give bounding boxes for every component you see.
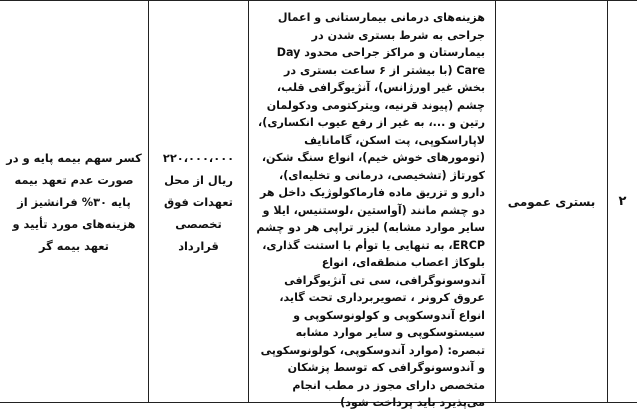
coverage-type: بستری عمومی bbox=[507, 194, 596, 209]
row-number-cell bbox=[607, 1, 637, 402]
description-cell bbox=[248, 1, 495, 409]
deduction-terms: کسر سهم بیمه پایه و در صورت عدم تعهد بیمه پایه ۳۰% فرانشیز از هزینه‌های مورد تأیید و تعهد بیمه گر bbox=[6, 150, 142, 253]
coverage-type-cell bbox=[495, 1, 607, 402]
coverage-limit: ۲۲۰،۰۰۰،۰۰۰ ریال از محل تعهدات فوق تخصصی قرارداد bbox=[162, 150, 235, 253]
deduction-cell bbox=[0, 1, 148, 402]
limit-cell bbox=[148, 1, 248, 402]
coverage-description: هزینه‌های درمانی بیمارستانی و اعمال جراحی به شرط بستری شدن در بیمارستان و مراکز جراحی محدود Day Care (با بیشتر از ۶ ساعت بستری در بخش غیر اورژانس)، آنژیوگرافی قلب، چشم (پیوند قرنیه، ویترکتومی ودکولمان رتین و ...، به غیر از رفع عیوب انکساری)، لاپاراسکوپی، پت اسکن، گامانایف (تومورهای خوش خیم)، انواع سنگ شکن، کورتاژ (تشخیصی، درمانی و تخلیه‌ای)، دارو و تزریق ماده فارماکولوژیک داخل هر دو چشم مانند (آواستین ،لوستنیس، ایلا و سایر موارد مشابه) لیزر تراپی هر دو چشم ERCP، به تنهایی یا توأم با استنت گذاری، بلوکاژ اعصاب منطقه‌ای، انواع آندوسونوگرافی، سی تی آنژیوگرافی عروق کرونر ، تصویربرداری تحت گاید، انواع آندوسکوپی و کولونوسکوپی و سیستوسکوپی و سایر موارد مشابه تبصره: (موارد آندوسکوپی، کولونوسکوپی و آندوسونوگرافی که توسط پزشکان متخصص دارای مجوز در مطب انجام می‌پذیرد باید پرداخت شود) bbox=[256, 11, 485, 409]
row-number: ۲ bbox=[618, 194, 627, 209]
